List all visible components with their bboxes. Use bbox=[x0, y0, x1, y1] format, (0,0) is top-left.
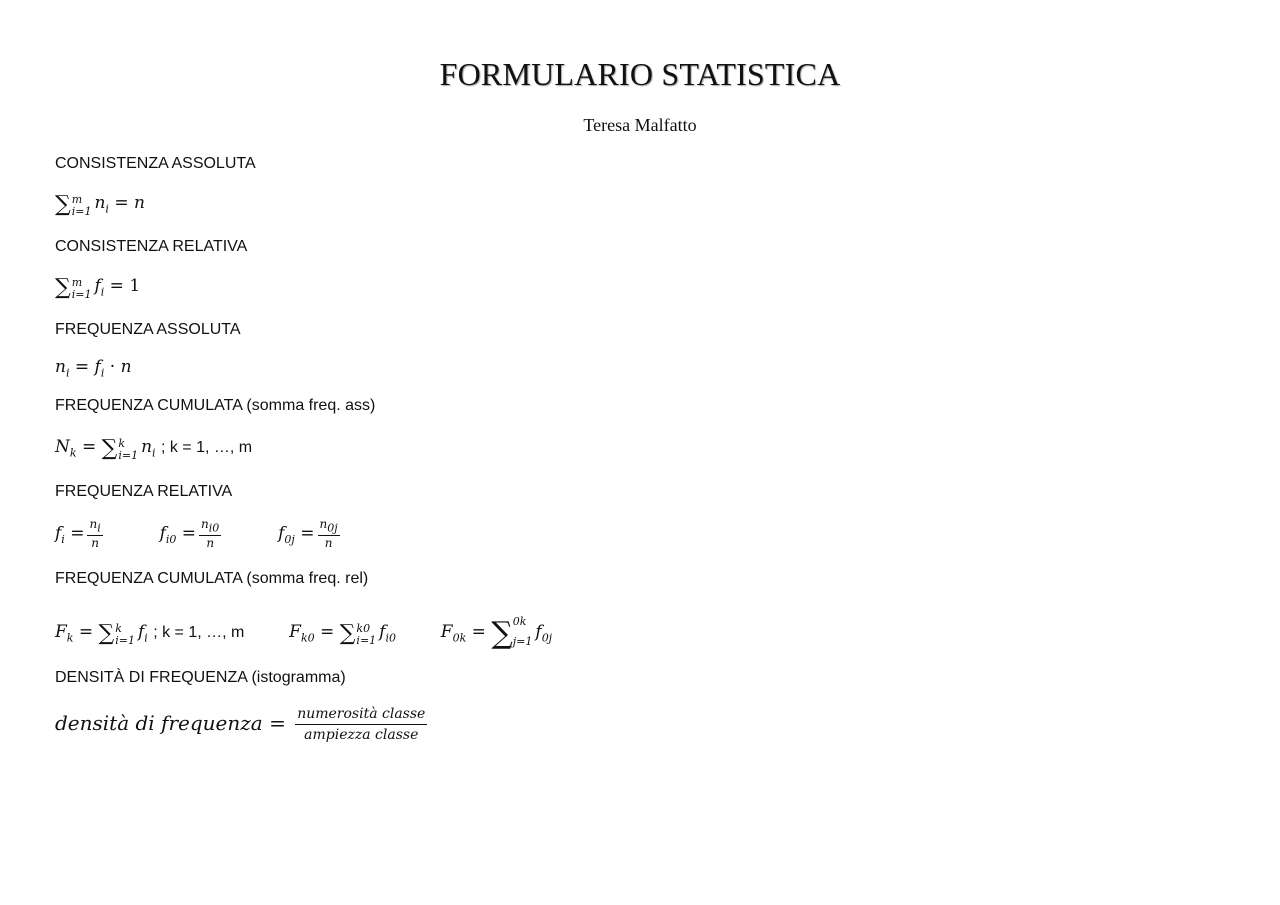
k-range-text: ; k = 1, …, m bbox=[160, 439, 253, 456]
formula-frequenza-assoluta: $n_i = f_i \cdot n$ bbox=[55, 357, 132, 380]
formula-consistenza-relativa: ∑ m i=1 $f_i = 1$ bbox=[55, 275, 141, 301]
heading-frequenza-cumulata-ass: FREQUENZA CUMULATA (somma freq. ass) bbox=[55, 397, 376, 414]
document-title: FORMULARIO STATISTICA bbox=[439, 56, 841, 92]
formula-densita bbox=[55, 705, 427, 744]
heading-densita: DENSITÀ DI FREQUENZA (istogramma) bbox=[55, 669, 346, 686]
heading-frequenza-cumulata-rel: FREQUENZA CUMULATA (somma freq. rel) bbox=[55, 570, 369, 587]
heading-frequenza-relativa: FREQUENZA RELATIVA bbox=[55, 483, 233, 500]
formula-consistenza-assoluta: ∑ m i=1 $n_i = n$ bbox=[55, 192, 145, 218]
formula-frequenza-cumulata-ass: $N_k$ = ∑ k i=1 $n_i$ ; k = 1, …, m bbox=[55, 436, 253, 462]
densita-denominator: ampiezza classe bbox=[304, 727, 419, 743]
k-range-text-2: ; k = 1, …, m bbox=[153, 624, 245, 641]
heading-consistenza-assoluta: CONSISTENZA ASSOLUTA bbox=[55, 155, 256, 172]
formula-frequenza-cumulata-rel: $F_k$ = ∑ k i=1 $f_i$ ; k = 1, …, m $F_{k0}$ = ∑ k0 i=1 $f_{i0}$ $F_{0k}$ = ∑ 0k j=1 $f_{0j}$ bbox=[55, 615, 553, 651]
densita-numerator: numerosità classe bbox=[295, 705, 427, 725]
document-author: Teresa Malfatto bbox=[583, 115, 697, 135]
heading-frequenza-assoluta: FREQUENZA ASSOLUTA bbox=[55, 321, 241, 338]
heading-consistenza-relativa: CONSISTENZA RELATIVA bbox=[55, 238, 248, 255]
formula-frequenza-relativa: $f_i$ = $\frac{n_i}{n}$ $f_{i0}$ = $\frac{n_{i0}}{n}$ $f_{0j}$ = $\frac{n_{0j}}{n}$ bbox=[55, 517, 338, 551]
densita-lhs: densità di frequenza = bbox=[55, 711, 286, 735]
